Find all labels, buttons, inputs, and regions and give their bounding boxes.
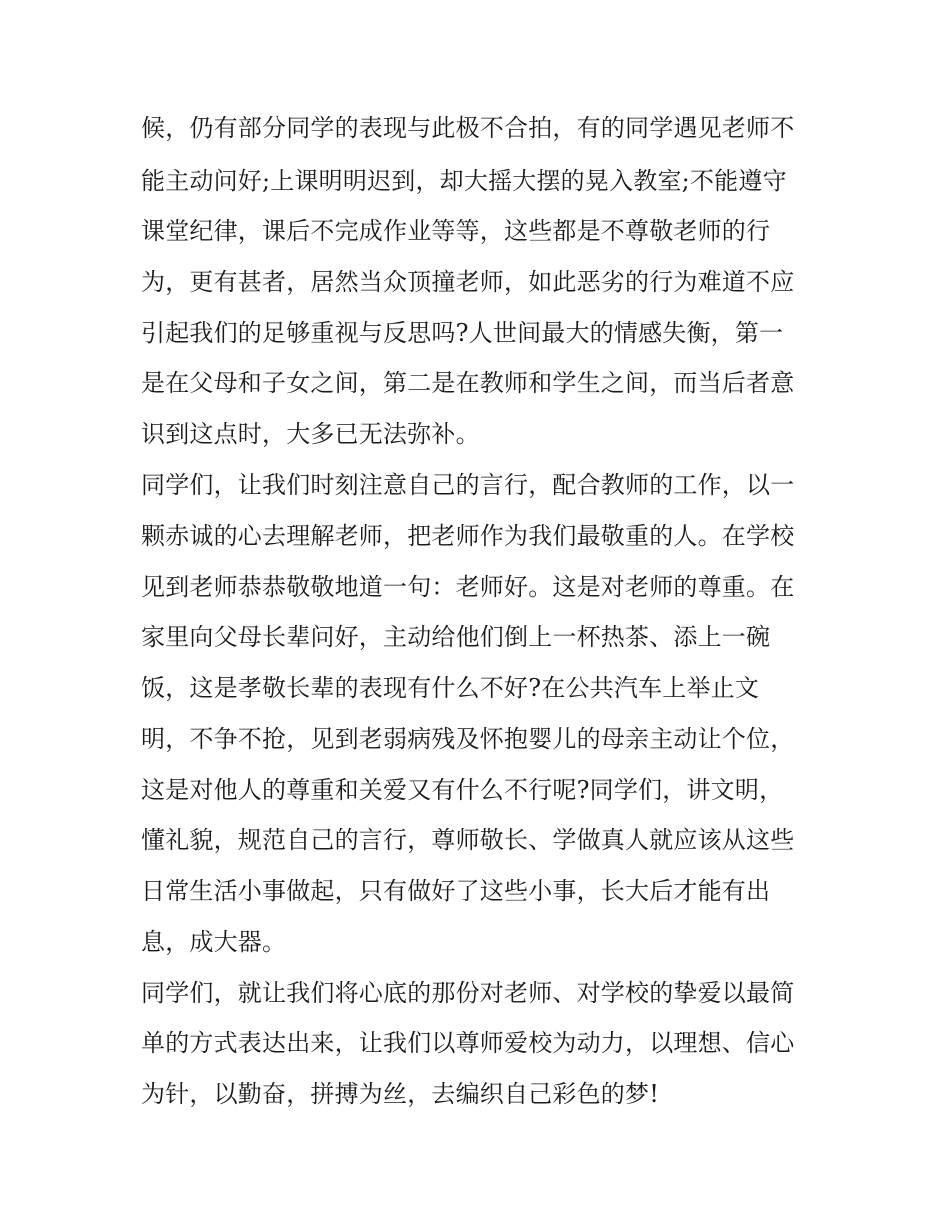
text-line: 日常生活小事做起，只有做好了这些小事，长大后才能有出 — [141, 877, 771, 905]
text-line: 颗赤诚的心去理解老师，把老师作为我们最敬重的人。在学校 — [141, 522, 795, 550]
text-line: 懂礼貌，规范自己的言行，尊师敬长、学做真人就应该从这些 — [141, 826, 795, 854]
text-line: 能主动问好;上课明明迟到，却大摇大摆的晃入教室;不能遵守 — [141, 167, 787, 195]
text-line: 见到老师恭恭敬敬地道一句：老师好。这是对老师的尊重。在 — [141, 573, 795, 601]
text-line: 单的方式表达出来，让我们以尊师爱校为动力，以理想、信心 — [141, 1029, 795, 1057]
text-line: 课堂纪律，课后不完成作业等等，这些都是不尊敬老师的行 — [141, 217, 771, 245]
text-line: 这是对他人的尊重和关爱又有什么不行呢?同学们，讲文明， — [141, 776, 784, 804]
text-line: 明，不争不抢，见到老弱病残及怀抱婴儿的母亲主动让个位， — [141, 725, 795, 753]
text-line: 同学们，就让我们将心底的那份对老师、对学校的挚爱以最简 — [141, 979, 795, 1007]
text-line: 引起我们的足够重视与反思吗?人世间最大的情感失衡，第一 — [141, 319, 784, 347]
text-line: 饭，这是孝敬长辈的表现有什么不好?在公共汽车上举止文 — [141, 674, 760, 702]
text-line: 识到这点时，大多已无法弥补。 — [141, 420, 480, 448]
text-line: 是在父母和子女之间，第二是在教师和学生之间，而当后者意 — [141, 369, 795, 397]
text-line: 家里向父母长辈问好，主动给他们倒上一杯热茶、添上一碗 — [141, 623, 771, 651]
text-line: 为针，以勤奋，拼搏为丝，去编织自己彩色的梦! — [141, 1080, 660, 1108]
text-line: 息，成大器。 — [141, 928, 287, 956]
text-line: 同学们，让我们时刻注意自己的言行，配合教师的工作，以一 — [141, 471, 795, 499]
text-line: 候，仍有部分同学的表现与此极不合拍，有的同学遇见老师不 — [141, 114, 795, 142]
text-line: 为，更有甚者，居然当众顶撞老师，如此恶劣的行为难道不应 — [141, 268, 795, 296]
